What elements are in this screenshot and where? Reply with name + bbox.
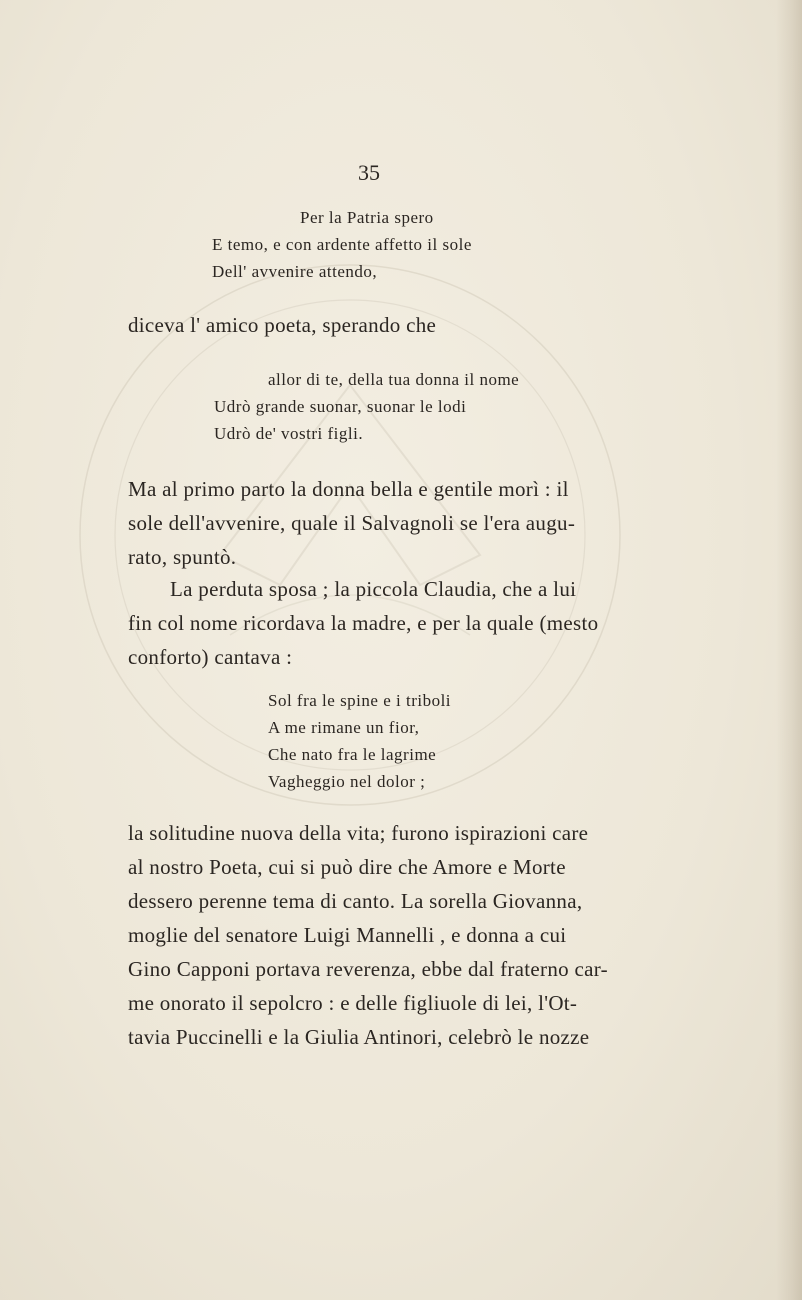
- verse-block-2: [214, 366, 519, 447]
- text-line: fin col nome ricordava la madre, e per la quale (mesto: [128, 611, 599, 635]
- text-line: diceva l' amico poeta, sperando che: [128, 313, 437, 337]
- verse-line: Dell' avvenire attendo,: [212, 262, 378, 281]
- paragraph-2: [128, 572, 598, 674]
- verse-block-3: [268, 687, 451, 795]
- text-line: dessero perenne tema di canto. La sorella Giovanna,: [128, 889, 583, 913]
- page-edge-shadow: [776, 0, 802, 1300]
- verse-line: Sol fra le spine e i triboli: [268, 691, 452, 710]
- verse-line: E temo, e con ardente affetto il sole: [212, 235, 472, 254]
- verse-line: allor di te, della tua donna il nome: [268, 370, 520, 389]
- verse-line: A me rimane un fior,: [268, 718, 420, 737]
- verse-line: Per la Patria spero: [300, 208, 434, 227]
- text-line: tavia Puccinelli e la Giulia Antinori, celebrò le nozze: [128, 1025, 590, 1049]
- paragraph-3: [128, 816, 608, 1054]
- text-line: la solitudine nuova della vita; furono ispirazioni care: [128, 821, 589, 845]
- prose-line-1: [128, 308, 436, 342]
- verse-line: Udrò grande suonar, suonar le lodi: [214, 397, 467, 416]
- verse-line: Udrò de' vostri figli.: [214, 424, 364, 443]
- text-line: La perduta sposa ; la piccola Claudia, che a lui: [170, 577, 577, 601]
- verse-line: Che nato fra le lagrime: [268, 745, 437, 764]
- text-line: Gino Capponi portava reverenza, ebbe dal fraterno car-: [128, 957, 608, 981]
- text-line: conforto) cantava :: [128, 645, 293, 669]
- verse-block-1: [212, 204, 472, 285]
- text-line: sole dell'avvenire, quale il Salvagnoli se l'era augu-: [128, 511, 576, 535]
- text-line: me onorato il sepolcro : e delle figliuole di lei, l'Ot-: [128, 991, 578, 1015]
- text-line: rato, spuntò.: [128, 545, 237, 569]
- paragraph-1: [128, 472, 575, 574]
- text-line: al nostro Poeta, cui si può dire che Amore e Morte: [128, 855, 566, 879]
- text-line: moglie del senatore Luigi Mannelli , e donna a cui: [128, 923, 567, 947]
- verse-line: Vagheggio nel dolor ;: [268, 772, 426, 791]
- page-number: 35: [358, 160, 380, 185]
- text-line: Ma al primo parto la donna bella e gentile morì : il: [128, 477, 569, 501]
